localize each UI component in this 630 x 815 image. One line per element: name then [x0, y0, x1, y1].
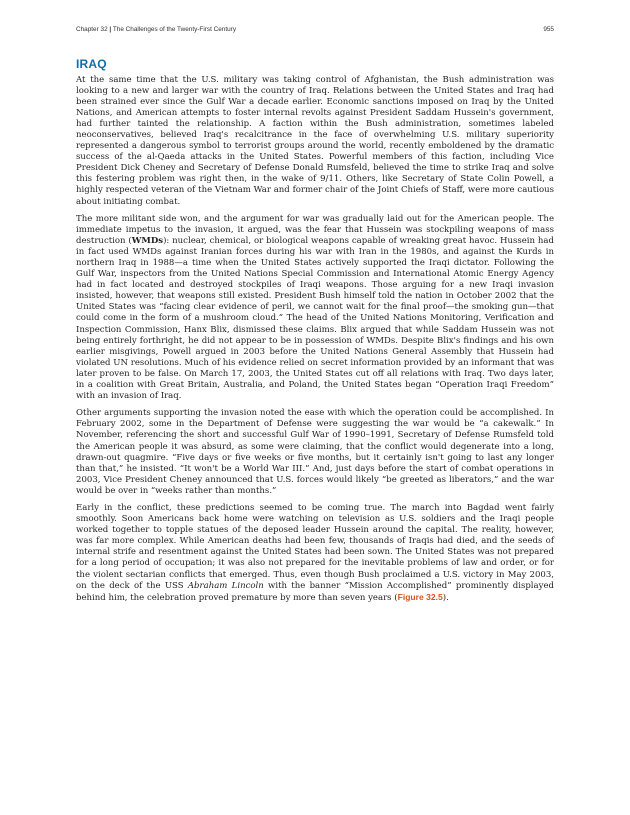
paragraph-2: [76, 214, 554, 402]
section-heading: IRAQ: [76, 57, 107, 71]
key-term-wmds: WMDs: [131, 236, 164, 247]
paragraph-1: At the same time that the U.S. military was taking control of Afghanistan, the Bush administration was looking to a new and larger war with the country of Iraq. Relations between the United States and Iraq had been strained ever since the Gulf War a decade earlier. Economic sanctions imposed on Iraq by the United Nations, and American attempts to foster internal revolts against President Saddam Hussein's government, had further tainted the relationship. A faction within the Bush administration, sometimes labeled neoconservatives, believed Iraq's recalcitrance in the face of overwhelming U.S. military superiority represented a dangerous symbol to terrorist groups around the world, recently emboldened by the dramatic success of the al-Qaeda attacks in the United States. Powerful members of this faction, including Vice President Dick Cheney and Secretary of Defense Donald Rumsfeld, believed the time to strike Iraq and solve this festering problem was right then, in the wake of 9/11. Others, like Secretary of State Colin Powell, a highly respected veteran of the Vietnam War and former chair of the Joint Chiefs of Staff, were more cautious about initiating combat.: [76, 75, 554, 207]
paragraph-2-text-a: The more militant side won, and the argument for war was gradually laid out for the American people. The immediate impetus to the invasion, it argued, was the fear that Hussein was stockpiling weapons of mass destruction (: [76, 214, 554, 247]
main-content: [76, 57, 554, 610]
chapter-label: Chapter 32: [76, 26, 108, 33]
running-header: [76, 26, 554, 33]
header-chapter: [76, 26, 236, 33]
ship-name: Abraham Lincoln: [187, 580, 264, 591]
chapter-title: The Challenges of the Twenty-First Century: [112, 26, 237, 33]
header-separator: |: [109, 26, 112, 33]
paragraph-2-text-b: ): nuclear, chemical, or biological weapons capable of wreaking great havoc. Hussein had in fact used WMDs against Iranian forces during his war with Iran in the 1980s, and against the Kurds in northern Iraq in 1988—a time when the United States actively supported the Iraqi dictator. Following the Gulf War, inspectors from the United Nations Special Commission and International Atomic Energy Agency had in fact located and destroyed stockpiles of Iraqi weapons. Those arguing for a new Iraqi invasion insisted, however, that weapons still existed. President Bush himself told the nation in October 2002 that the United States was “facing clear evidence of peril, we cannot wait for the final proof—the smoking gun—that could come in the form of a mushroom cloud.” The head of the United Nations Monitoring, Verification and Inspection Commission, Hanx Blix, dismissed these claims. Blix argued that while Saddam Hussein was not being entirely forthright, he did not appear to be in possession of WMDs. Despite Blix's findings and his own earlier misgivings, Powell argued in 2003 before the United Nations General Assembly that Hussein had violated UN resolutions. Much of his evidence relied on secret information provided by an informant that was later proven to be false. On March 17, 2003, the United States cut off all relations with Iraq. Two days later, in a coalition with Great Britain, Australia, and Poland, the United States began “Operation Iraqi Freedom” with an invasion of Iraq.: [76, 236, 554, 401]
paragraph-4-text-a: Early in the conflict, these predictions seemed to be coming true. The march into Bagdad went fairly smoothly. Soon Americans back home were watching on television as U.S. soldiers and the Iraqi people worked together to topple statues of the deposed leader Hussein around the capital. The reality, however, was far more complex. While American deaths had been few, thousands of Iraqis had died, and the seeds of internal strife and resentment against the United States had been sown. The United States was not prepared for a long period of occupation; it was also not prepared for the inevitable problems of law and order, or for the violent sectarian conflicts that emerged. Thus, even though Bush proclaimed a U.S. victory in May 2003, on the deck of the USS: [76, 503, 554, 591]
paragraph-4-text-b: with the banner “Mission Accomplished” prominently displayed behind him, the celebration proved premature by more than seven years (: [76, 580, 554, 603]
figure-link[interactable]: Figure 32.5: [397, 591, 443, 602]
paragraph-4: [76, 503, 554, 603]
paragraph-4-text-c: ).: [442, 592, 449, 603]
page-number: 955: [543, 26, 554, 33]
paragraph-3: Other arguments supporting the invasion noted the ease with which the operation could be accomplished. In February 2002, some in the Department of Defense were suggesting the war would be “a cakewalk.” In November, referencing the short and successful Gulf War of 1990–1991, Secretary of Defense Rumsfeld told the American people it was absurd, as some were claiming, that the conflict would degenerate into a long, drawn-out quagmire. “Five days or five weeks or five months, but it certainly isn't going to last any longer than that,” he insisted. “It won't be a World War III.” And, just days before the start of combat operations in 2003, Vice President Cheney announced that U.S. forces would likely “be greeted as liberators,” and the war would be over in “weeks rather than months.”: [76, 408, 554, 496]
